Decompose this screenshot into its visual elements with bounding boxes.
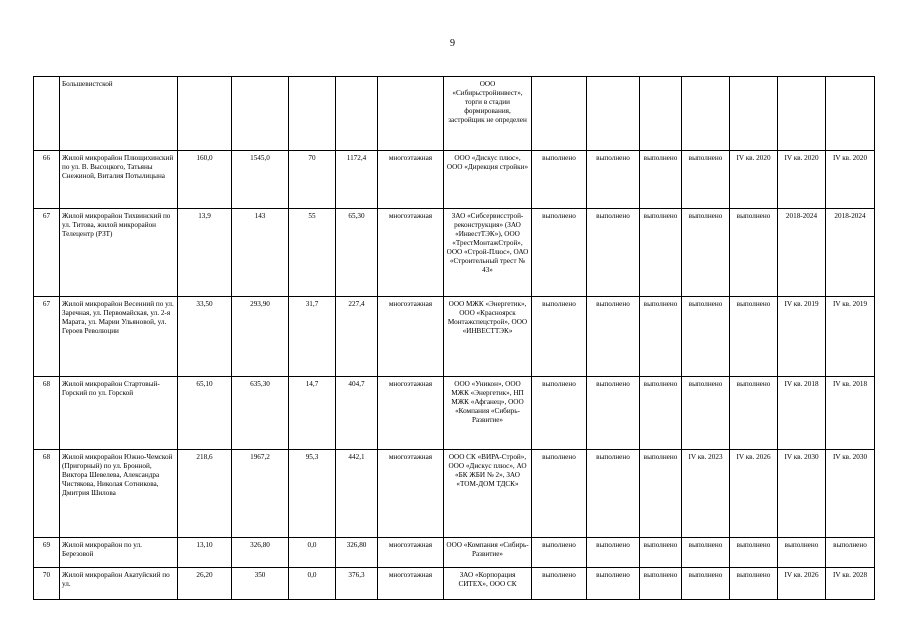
page-number: 9	[450, 38, 455, 49]
status-7: IV кв. 2020	[826, 151, 875, 209]
area-value: 13,10	[178, 538, 232, 568]
table-row	[34, 377, 875, 450]
total-value: 350	[232, 568, 289, 600]
remaining-value: 65,30	[336, 209, 378, 297]
status-1: выполнено	[532, 538, 587, 568]
status-7: 2018-2024	[826, 209, 875, 297]
developer: ООО «Дискус плюс», ООО «Дирекция стройки»	[444, 151, 532, 209]
status-1: выполнено	[532, 450, 587, 538]
total-value: 293,90	[232, 297, 289, 377]
status-3	[640, 77, 682, 151]
table-row	[34, 77, 875, 151]
floors-type: многоэтажная	[378, 568, 444, 600]
remaining-value: 326,80	[336, 538, 378, 568]
floors-type: многоэтажная	[378, 151, 444, 209]
status-6: IV кв. 2030	[778, 450, 826, 538]
done-value: 55	[289, 209, 336, 297]
area-value: 26,20	[178, 568, 232, 600]
status-3: выполнено	[640, 538, 682, 568]
object-name: Жилой микрорайон Плющихинский по ул. В. Высоцкого, Татьяны Снежиной, Виталия Потылицына	[60, 151, 178, 209]
status-7: IV кв. 2030	[826, 450, 875, 538]
area-value	[178, 77, 232, 151]
table-row	[34, 209, 875, 297]
object-name: Жилой микрорайон Стартовый-Горский по ул. Горской	[60, 377, 178, 450]
status-6: IV кв. 2026	[778, 568, 826, 600]
status-4: выполнено	[682, 209, 730, 297]
object-name: Жилой микрорайон по ул. Березовой	[60, 538, 178, 568]
status-7	[826, 77, 875, 151]
area-value: 33,50	[178, 297, 232, 377]
status-2: выполнено	[587, 377, 640, 450]
row-number: 68	[34, 377, 60, 450]
table-row	[34, 568, 875, 600]
remaining-value: 404,7	[336, 377, 378, 450]
status-7: IV кв. 2028	[826, 568, 875, 600]
row-number: 69	[34, 538, 60, 568]
status-1	[532, 77, 587, 151]
total-value: 1545,0	[232, 151, 289, 209]
floors-type: многоэтажная	[378, 377, 444, 450]
total-value: 143	[232, 209, 289, 297]
row-number: 68	[34, 450, 60, 538]
row-number: 66	[34, 151, 60, 209]
remaining-value: 442,1	[336, 450, 378, 538]
status-5: выполнено	[730, 209, 778, 297]
developer: ООО «Сибирьстройинвест», торги в стадии формирования, застройщик не определен	[444, 77, 532, 151]
area-value: 218,6	[178, 450, 232, 538]
total-value	[232, 77, 289, 151]
remaining-value: 376,3	[336, 568, 378, 600]
status-7: выполнено	[826, 538, 875, 568]
done-value: 31,7	[289, 297, 336, 377]
status-2: выполнено	[587, 297, 640, 377]
row-number: 67	[34, 297, 60, 377]
done-value: 0,0	[289, 538, 336, 568]
object-name: Жилой микрорайон Акатуйский по ул.	[60, 568, 178, 600]
total-value: 326,80	[232, 538, 289, 568]
done-value: 0,0	[289, 568, 336, 600]
status-3: выполнено	[640, 377, 682, 450]
done-value: 95,3	[289, 450, 336, 538]
done-value: 70	[289, 151, 336, 209]
status-6: IV кв. 2020	[778, 151, 826, 209]
status-4: выполнено	[682, 297, 730, 377]
status-6	[778, 77, 826, 151]
status-1: выполнено	[532, 209, 587, 297]
done-value: 14,7	[289, 377, 336, 450]
status-2: выполнено	[587, 151, 640, 209]
status-1: выполнено	[532, 377, 587, 450]
developer: ООО «Уникон», ООО МЖК «Энергетик», НП МЖК «Афганец», ООО «Компания «Сибирь-Развитие»	[444, 377, 532, 450]
status-5: выполнено	[730, 297, 778, 377]
total-value: 635,30	[232, 377, 289, 450]
status-1: выполнено	[532, 568, 587, 600]
status-2: выполнено	[587, 450, 640, 538]
row-number: 70	[34, 568, 60, 600]
table-body	[34, 77, 875, 600]
remaining-value: 1172,4	[336, 151, 378, 209]
status-4: выполнено	[682, 538, 730, 568]
status-7: IV кв. 2019	[826, 297, 875, 377]
table-row	[34, 538, 875, 568]
status-5: выполнено	[730, 377, 778, 450]
status-6: 2018-2024	[778, 209, 826, 297]
status-3: выполнено	[640, 568, 682, 600]
status-6: IV кв. 2019	[778, 297, 826, 377]
status-3: выполнено	[640, 450, 682, 538]
done-value	[289, 77, 336, 151]
floors-type: многоэтажная	[378, 538, 444, 568]
floors-type	[378, 77, 444, 151]
object-name: Жилой микрорайон Тихвинский по ул. Титова, жилой микрорайон Телецентр (РЗТ)	[60, 209, 178, 297]
status-3: выполнено	[640, 151, 682, 209]
area-value: 65,10	[178, 377, 232, 450]
status-7: IV кв. 2018	[826, 377, 875, 450]
object-name: Большевистской	[60, 77, 178, 151]
status-4: выполнено	[682, 151, 730, 209]
object-name: Жилой микрорайон Южно-Чемской (Пригорный) по ул. Бронной, Виктора Шевелева, Александра Чистякова, Николая Сотникова, Дмитрия Шилова	[60, 450, 178, 538]
status-2	[587, 77, 640, 151]
developer: ООО СК «ВИРА-Строй», ООО «Дискус плюс», АО «БК ЖБИ № 2», ЗАО «ТОМ-ДОМ ТДСК»	[444, 450, 532, 538]
table-row	[34, 151, 875, 209]
floors-type: многоэтажная	[378, 297, 444, 377]
status-1: выполнено	[532, 151, 587, 209]
status-5: IV кв. 2026	[730, 450, 778, 538]
status-3: выполнено	[640, 297, 682, 377]
area-value: 13,9	[178, 209, 232, 297]
status-4	[682, 77, 730, 151]
floors-type: многоэтажная	[378, 209, 444, 297]
status-2: выполнено	[587, 538, 640, 568]
status-5: выполнено	[730, 568, 778, 600]
status-3: выполнено	[640, 209, 682, 297]
table-row	[34, 450, 875, 538]
status-2: выполнено	[587, 209, 640, 297]
housing-registry-table	[33, 76, 875, 600]
status-6: IV кв. 2018	[778, 377, 826, 450]
status-5: выполнено	[730, 538, 778, 568]
status-5: IV кв. 2020	[730, 151, 778, 209]
row-number	[34, 77, 60, 151]
status-5	[730, 77, 778, 151]
status-1: выполнено	[532, 297, 587, 377]
remaining-value	[336, 77, 378, 151]
developer: ООО «Компания «Сибирь-Развитие»	[444, 538, 532, 568]
floors-type: многоэтажная	[378, 450, 444, 538]
developer: ЗАО «Корпорация СИТЕХ», ООО СК	[444, 568, 532, 600]
total-value: 1967,2	[232, 450, 289, 538]
row-number: 67	[34, 209, 60, 297]
area-value: 160,0	[178, 151, 232, 209]
status-4: выполнено	[682, 568, 730, 600]
status-6: выполнено	[778, 538, 826, 568]
developer: ООО МЖК «Энергетик», ООО «Красноярск Монтажспецстрой», ООО «ИНВЕСТТЭК»	[444, 297, 532, 377]
status-4: выполнено	[682, 377, 730, 450]
remaining-value: 227,4	[336, 297, 378, 377]
developer: ЗАО «Сибсервисстрой-реконструкция» (ЗАО «ИнвестТЭК»), ООО «ТрестМонтажСтрой», ООО «Строй-Плюс», ОАО «Строительный трест № 43»	[444, 209, 532, 297]
status-2: выполнено	[587, 568, 640, 600]
status-4: IV кв. 2023	[682, 450, 730, 538]
object-name: Жилой микрорайон Весенний по ул. Заречная, ул. Первомайская, ул. 2-я Марата, ул. Марии Ульяновой, ул. Героев Революции	[60, 297, 178, 377]
table-row	[34, 297, 875, 377]
